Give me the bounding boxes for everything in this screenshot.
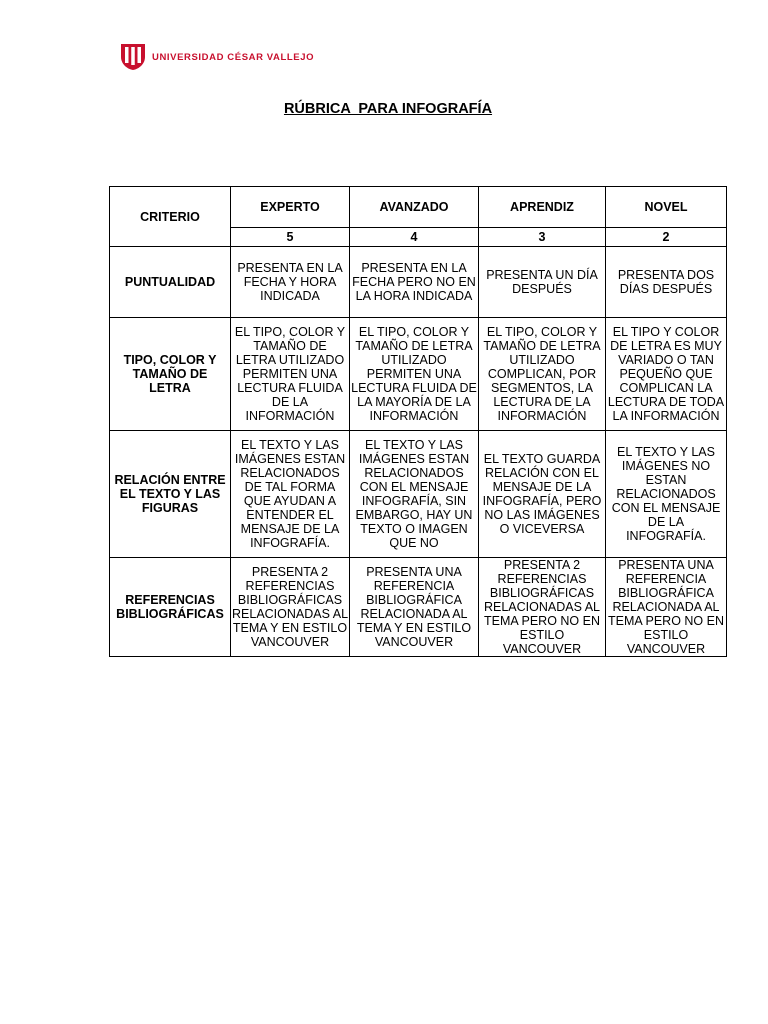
level-score-experto: 5 bbox=[231, 228, 350, 247]
table-row bbox=[110, 247, 727, 318]
page-title: RÚBRICA PARA INFOGRAFÍA bbox=[283, 101, 493, 117]
table-cell: PRESENTA EN LA FECHA Y HORA INDICADA bbox=[231, 247, 350, 318]
table-cell: PRESENTA DOS DÍAS DESPUÉS bbox=[606, 247, 727, 318]
table-cell: PRESENTA EN LA FECHA PERO NO EN LA HORA INDICADA bbox=[350, 247, 479, 318]
table-cell: EL TIPO, COLOR Y TAMAÑO DE LETRA UTILIZADO COMPLICAN, POR SEGMENTOS, LA LECTURA DE LA INFORMACIÓN bbox=[479, 318, 606, 431]
criterion-label: PUNTUALIDAD bbox=[110, 247, 231, 318]
criterion-label: REFERENCIAS BIBLIOGRÁFICAS bbox=[110, 558, 231, 657]
level-header-aprendiz: APRENDIZ bbox=[479, 187, 606, 228]
table-header-row bbox=[110, 187, 727, 228]
level-header-novel: NOVEL bbox=[606, 187, 727, 228]
table-row bbox=[110, 318, 727, 431]
table-cell: EL TEXTO Y LAS IMÁGENES ESTAN RELACIONADOS CON EL MENSAJE INFOGRAFÍA, SIN EMBARGO, HAY UN TEXTO O IMAGEN QUE NO bbox=[350, 431, 479, 558]
criterion-label: TIPO, COLOR Y TAMAÑO DE LETRA bbox=[110, 318, 231, 431]
table-cell: PRESENTA 2 REFERENCIAS BIBLIOGRÁFICAS RELACIONADAS AL TEMA Y EN ESTILO VANCOUVER bbox=[231, 558, 350, 657]
table-cell: EL TEXTO GUARDA RELACIÓN CON EL MENSAJE DE LA INFOGRAFÍA, PERO NO LAS IMÁGENES O VICEVERSA bbox=[479, 431, 606, 558]
criterion-header: CRITERIO bbox=[110, 187, 231, 247]
university-logo bbox=[120, 42, 314, 72]
table-cell: PRESENTA UNA REFERENCIA BIBLIOGRÁFICA RELACIONADA AL TEMA Y EN ESTILO VANCOUVER bbox=[350, 558, 479, 657]
table-cell: PRESENTA 2 REFERENCIAS BIBLIOGRÁFICAS RELACIONADAS AL TEMA PERO NO EN ESTILO VANCOUVER bbox=[479, 558, 606, 657]
level-score-aprendiz: 3 bbox=[479, 228, 606, 247]
rubric-table bbox=[109, 186, 727, 657]
table-cell: PRESENTA UNA REFERENCIA BIBLIOGRÁFICA RELACIONADA AL TEMA PERO NO EN ESTILO VANCOUVER bbox=[606, 558, 727, 657]
criterion-label: RELACIÓN ENTRE EL TEXTO Y LAS FIGURAS bbox=[110, 431, 231, 558]
table-cell: EL TIPO, COLOR Y TAMAÑO DE LETRA UTILIZADO PERMITEN UNA LECTURA FLUIDA DE LA MAYORÍA DE LA INFORMACIÓN bbox=[350, 318, 479, 431]
level-header-avanzado: AVANZADO bbox=[350, 187, 479, 228]
table-row bbox=[110, 431, 727, 558]
table-cell: EL TEXTO Y LAS IMÁGENES ESTAN RELACIONADOS DE TAL FORMA QUE AYUDAN A ENTENDER EL MENSAJE DE LA INFOGRAFÍA. bbox=[231, 431, 350, 558]
level-score-avanzado: 4 bbox=[350, 228, 479, 247]
logo-text: UNIVERSIDAD CÉSAR VALLEJO bbox=[152, 51, 315, 63]
table-row bbox=[110, 558, 727, 657]
level-score-novel: 2 bbox=[606, 228, 727, 247]
shield-icon bbox=[120, 43, 146, 71]
table-cell: EL TIPO, COLOR Y TAMAÑO DE LETRA UTILIZADO PERMITEN UNA LECTURA FLUIDA DE LA INFORMACIÓN bbox=[231, 318, 350, 431]
level-header-experto: EXPERTO bbox=[231, 187, 350, 228]
table-cell: EL TEXTO Y LAS IMÁGENES NO ESTAN RELACIONADOS CON EL MENSAJE DE LA INFOGRAFÍA. bbox=[606, 431, 727, 558]
table-cell: PRESENTA UN DÍA DESPUÉS bbox=[479, 247, 606, 318]
table-cell: EL TIPO Y COLOR DE LETRA ES MUY VARIADO O TAN PEQUEÑO QUE COMPLICAN LA LECTURA DE TODA LA INFORMACIÓN bbox=[606, 318, 727, 431]
